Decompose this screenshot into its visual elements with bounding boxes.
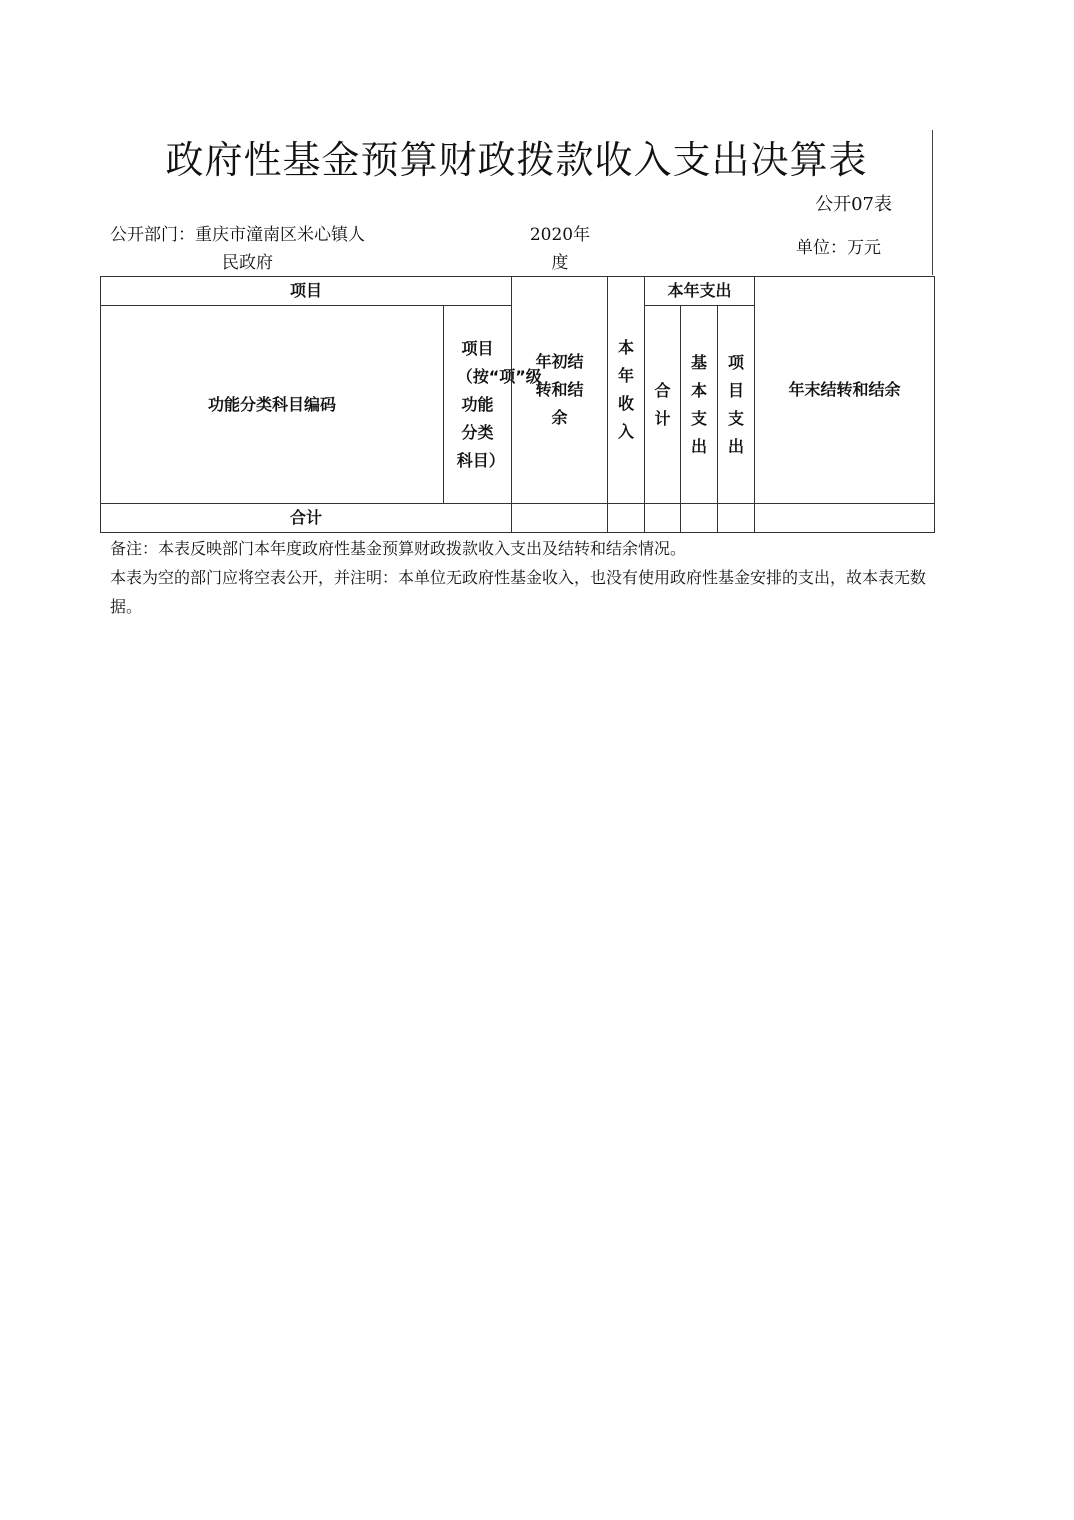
header-current-income (608, 277, 645, 504)
header-current-income-text: 本年收入 (618, 338, 635, 441)
department-line-2: 民政府 (222, 253, 273, 273)
notes (110, 534, 930, 621)
year-line-2: 度 (551, 253, 569, 273)
unit-label: 单位：万元 (796, 238, 881, 258)
header-closing-balance: 年末结转和结余 (755, 277, 935, 504)
department-label (110, 221, 410, 277)
header-opening-balance (512, 277, 608, 504)
header-func-code: 功能分类科目编码 (101, 306, 444, 504)
total-project-expense-cell (718, 504, 755, 533)
header-basic-expense-text: 基本支出 (691, 352, 708, 456)
year-line-1: 2020年 (529, 225, 591, 245)
header-current-expense: 本年支出 (645, 277, 755, 306)
header-project-expense (718, 306, 755, 504)
header-project-by-item (444, 306, 542, 504)
note-line-1: 备注：本表反映部门本年度政府性基金预算财政拨款收入支出及结转和结余情况。 (110, 539, 687, 558)
total-current-income-cell (608, 504, 645, 533)
total-opening-balance-cell (512, 504, 608, 533)
total-expense-total-cell (645, 504, 681, 533)
year-label (520, 221, 600, 277)
right-border-line (932, 130, 933, 275)
department-line-1: 公开部门：重庆市潼南区米心镇人 (110, 225, 365, 245)
total-row-label: 合计 (101, 504, 512, 533)
note-line-2: 本表为空的部门应将空表公开，并注明：本单位无政府性基金收入，也没有使用政府性基金安排的支出，故本表无数据。 (110, 568, 927, 616)
table-row-total (101, 504, 935, 533)
total-closing-balance-cell (755, 504, 935, 533)
header-project-by-item-text: 项目（按“项”级功能分类科目） (456, 338, 542, 470)
header-expense-total (645, 306, 681, 504)
header-project-expense-text: 项目支出 (728, 352, 745, 456)
page-title: 政府性基金预算财政拨款收入支出决算表 (165, 138, 868, 182)
header-basic-expense (681, 306, 718, 504)
final-accounts-table (100, 276, 935, 533)
header-project: 项目 (101, 277, 512, 306)
header-opening-balance-text: 年初结转和结余 (535, 352, 584, 427)
header-expense-total-text: 合计 (654, 380, 671, 428)
table-number: 公开07表 (815, 194, 892, 215)
total-basic-expense-cell (681, 504, 718, 533)
